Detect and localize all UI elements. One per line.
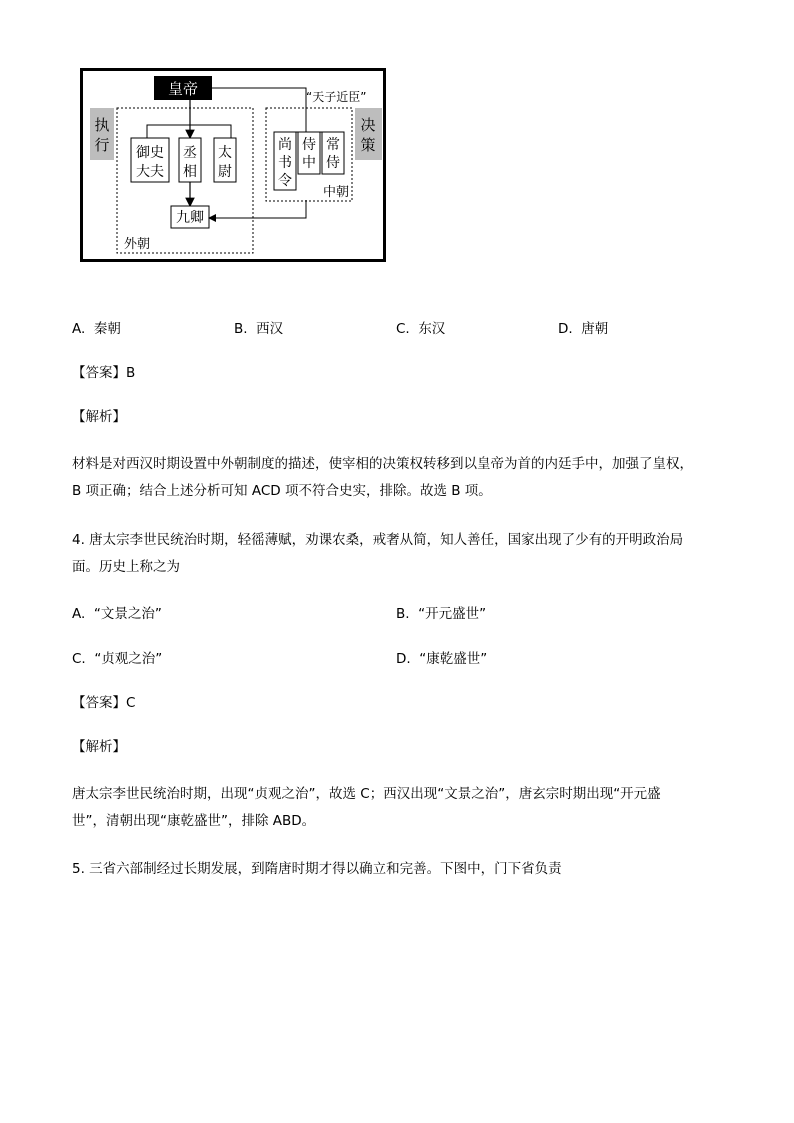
option-text: 东汉 (418, 321, 446, 337)
execute-char-1: 执 (94, 116, 110, 134)
option-text: “贞观之治” (94, 651, 163, 667)
analysis-line: 材料是对西汉时期设置中外朝制度的描述，使宰相的决策权转移到以皇帝为首的内廷手中，加强了皇权， (72, 456, 693, 472)
shangshuling-char-1: 尚 (278, 137, 292, 153)
option-letter: C. (72, 651, 86, 667)
q4-option-a (72, 604, 162, 624)
option-letter: B. (234, 321, 248, 337)
q4-answer (72, 693, 135, 713)
q4-option-d (396, 649, 487, 669)
stem-line: 面。历史上称之为 (72, 559, 180, 575)
execute-char-2: 行 (94, 136, 110, 154)
option-letter: A. (72, 606, 86, 622)
q3-answer (72, 363, 135, 383)
analysis-line: 世”，清朝出现“康乾盛世”，排除 ABD。 (72, 813, 316, 829)
chengxiang-char-2: 相 (183, 164, 197, 180)
option-text: “文景之治” (93, 606, 162, 622)
option-letter: D. (396, 651, 411, 667)
q3-option-b (234, 319, 283, 339)
taiwei-char-1: 太 (218, 145, 232, 161)
han-court-diagram (80, 68, 386, 262)
q3-option-a (72, 319, 121, 339)
option-letter: C. (396, 321, 410, 337)
decide-char-2: 策 (360, 136, 376, 154)
option-text: 秦朝 (93, 321, 121, 337)
shizhong-char-1: 侍 (302, 137, 316, 153)
q3-option-c (396, 319, 445, 339)
emperor-label: 皇帝 (167, 80, 199, 98)
q5-stem: 5. 三省六部制经过长期发展，到隋唐时期才得以确立和完善。下图中，门下省负责 (72, 861, 562, 877)
q3-analysis (72, 451, 732, 505)
yushi-line-2: 大夫 (136, 164, 164, 180)
shangshuling-char-2: 书 (278, 155, 292, 171)
option-text: “康乾盛世” (419, 651, 488, 667)
q3-option-d (558, 319, 608, 339)
yushi-line-1: 御史 (136, 145, 164, 161)
option-letter: B. (396, 606, 410, 622)
close-ministers-label: “天子近臣” (306, 90, 367, 104)
diagram-svg (80, 68, 386, 262)
zhongchao-label: 中朝 (323, 185, 350, 200)
option-text: 唐朝 (581, 321, 609, 337)
option-letter: D. (558, 321, 573, 337)
q4-analysis (72, 781, 732, 835)
answer-label: 【答案】 (72, 365, 126, 381)
shangshuling-char-3: 令 (278, 173, 292, 189)
taiwei-char-2: 尉 (218, 164, 232, 180)
jiuqing-label: 九卿 (176, 210, 204, 226)
option-text: “开元盛世” (418, 606, 487, 622)
changshi-char-2: 侍 (326, 155, 340, 171)
q4-option-c (72, 649, 162, 669)
q4-stem (72, 527, 732, 581)
chengxiang-char-1: 丞 (183, 145, 197, 161)
answer-label: 【答案】 (72, 695, 126, 711)
answer-value: C (126, 695, 136, 711)
answer-value: B (126, 365, 136, 381)
waichao-label: 外朝 (124, 237, 151, 252)
option-letter: A. (72, 321, 86, 337)
decide-char-1: 决 (360, 116, 376, 134)
q4-option-b (396, 604, 486, 624)
analysis-line: 唐太宗李世民统治时期，出现“贞观之治”，故选 C；西汉出现“文景之治”，唐玄宗时期出现“开元盛 (72, 786, 661, 802)
analysis-line: B 项正确；结合上述分析可知 ACD 项不符合史实，排除。故选 B 项。 (72, 483, 492, 499)
q3-analysis-label: 【解析】 (72, 409, 126, 425)
stem-line: 4. 唐太宗李世民统治时期，轻徭薄赋，劝课农桑，戒奢从简，知人善任，国家出现了少有的开明政治局 (72, 532, 684, 548)
shizhong-char-2: 中 (302, 155, 316, 171)
option-text: 西汉 (256, 321, 284, 337)
q4-analysis-label: 【解析】 (72, 739, 126, 755)
changshi-char-1: 常 (326, 137, 340, 153)
